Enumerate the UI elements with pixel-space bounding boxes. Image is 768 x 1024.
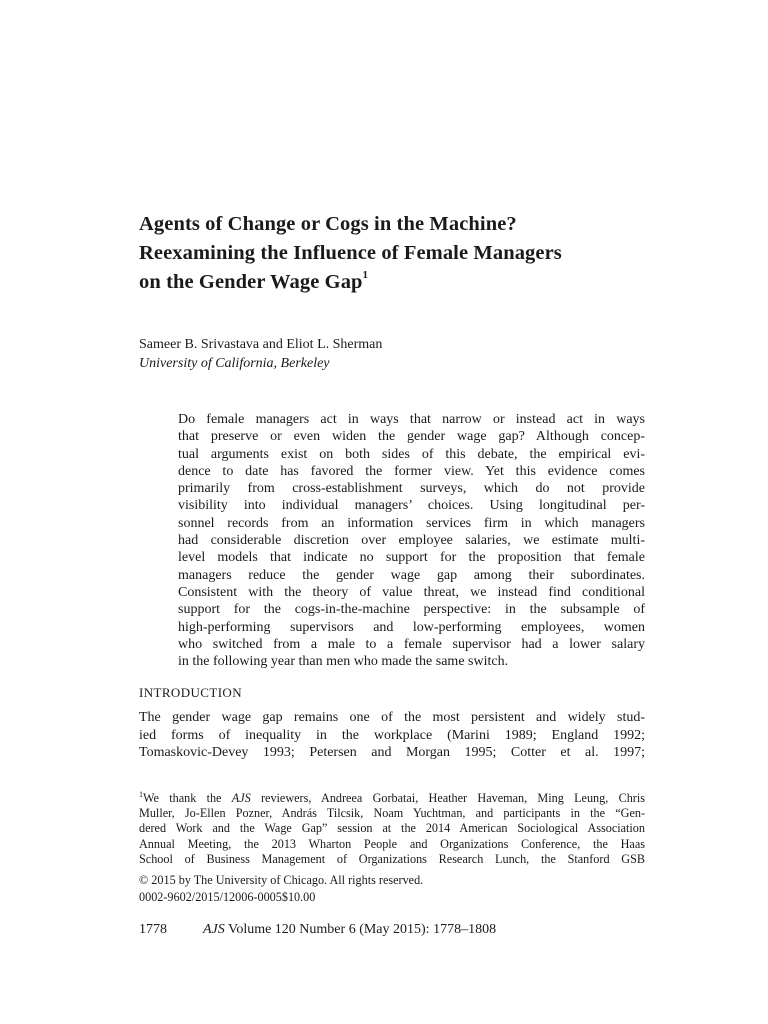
introduction-body — [139, 709, 645, 762]
article-title — [139, 210, 659, 297]
footnote-text-pre: We thank the — [143, 791, 232, 805]
page-number: 1778 — [139, 922, 167, 937]
title-line-1: Agents of Change or Cogs in the Machine? — [139, 213, 517, 235]
title-line-2: Reexamining the Influence of Female Managers — [139, 242, 562, 264]
page-footer — [139, 920, 496, 939]
abstract-line: level models that indicate no support for the proposition that female — [178, 550, 645, 566]
footnote-line: Muller, Jo-Ellen Pozner, András Tilcsik, Noam Yuchtman, and participants in the “Gen- — [139, 806, 645, 821]
acknowledgment-footnote — [139, 791, 645, 867]
abstract-line: Consistent with the theory of value threat, we instead find conditional — [178, 584, 645, 600]
abstract-line: in the following year than men who made the same switch. — [178, 654, 509, 670]
abstract-line: managers reduce the gender wage gap among their subordinates. — [178, 567, 645, 583]
footnote-line: School of Business Management of Organizations Research Lunch, the Stanford GSB — [139, 851, 645, 866]
intro-line: Tomaskovic-Devey 1993; Petersen and Morgan 1995; Cotter et al. 1997; — [139, 745, 645, 761]
copyright-notice: © 2015 by The University of Chicago. All rights reserved. — [139, 873, 424, 887]
footnote-line: dered Work and the Wage Gap” session at the 2014 American Sociological Association — [139, 821, 645, 836]
intro-line: The gender wage gap remains one of the most persistent and widely stud- — [139, 710, 645, 725]
title-line-3 — [139, 268, 659, 297]
abstract-line: visibility into individual managers’ choices. Using longitudinal per- — [178, 498, 645, 514]
abstract-line: dence to date has favored the former view. Yet this evidence comes — [178, 463, 645, 479]
abstract — [178, 411, 645, 670]
intro-line: ied forms of inequality in the workplace (Marini 1989; England 1992; — [139, 727, 645, 743]
journal-citation: Volume 120 Number 6 (May 2015): 1778–1808 — [224, 922, 497, 937]
footnote-marker: 1 — [139, 789, 143, 799]
footnote-text-post: reviewers, Andreea Gorbatai, Heather Haveman, Ming Leung, Chris — [250, 791, 645, 805]
author-names: Sameer B. Srivastava and Eliot L. Sherman — [139, 337, 383, 352]
footnote-journal-name: AJS — [231, 791, 251, 805]
abstract-line: who switched from a male to a female supervisor had a lower salary — [178, 636, 645, 652]
author-affiliation: University of California, Berkeley — [139, 356, 330, 371]
abstract-line: Do female managers act in ways that narrow or instead act in ways — [178, 412, 645, 427]
journal-abbrev: AJS — [203, 922, 225, 937]
abstract-line: support for the cogs-in-the-machine perspective: in the subsample of — [178, 602, 645, 618]
abstract-line: primarily from cross-establishment surveys, which do not provide — [178, 481, 645, 497]
title-footnote-marker: 1 — [362, 269, 369, 282]
section-heading-introduction: INTRODUCTION — [139, 685, 243, 700]
abstract-line: had considerable discretion over employee salaries, we estimate multi- — [178, 533, 645, 549]
abstract-line: tual arguments exist on both sides of this debate, the empirical evi- — [178, 446, 645, 462]
footnote-line: Annual Meeting, the 2013 Wharton People and Organizations Conference, the Haas — [139, 836, 645, 851]
issn-code: 0002-9602/2015/12006-0005$10.00 — [139, 890, 316, 904]
title-line-3-text: on the Gender Wage Gap — [139, 271, 363, 293]
abstract-line: sonnel records from an information services firm in which managers — [178, 515, 645, 531]
abstract-line: high-performing supervisors and low-performing employees, women — [178, 619, 645, 635]
abstract-line: that preserve or even widen the gender wage gap? Although concep- — [178, 429, 645, 445]
footnote-line — [139, 791, 645, 806]
